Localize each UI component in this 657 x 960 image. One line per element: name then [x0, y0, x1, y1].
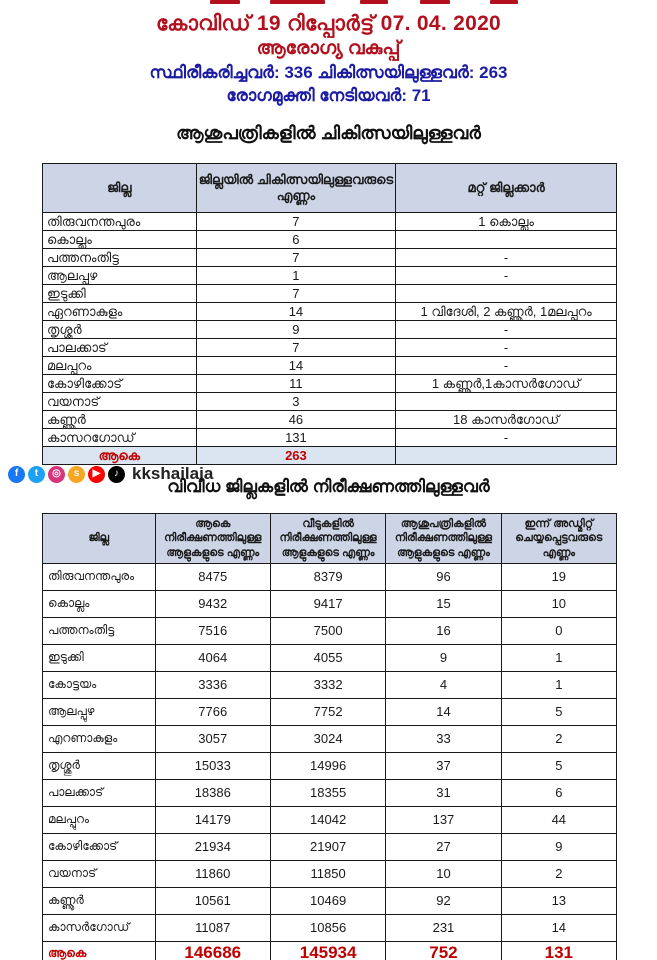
hospital-table-header — [43, 164, 617, 213]
value-cell: 8379 — [270, 563, 385, 590]
value-cell: 11850 — [270, 860, 385, 887]
table-row — [43, 213, 617, 231]
value-cell: 3332 — [270, 671, 385, 698]
table-row — [43, 339, 617, 357]
tiktok-icon[interactable]: ♪ — [108, 466, 125, 483]
table-row — [43, 779, 617, 806]
value-cell: 21907 — [270, 833, 385, 860]
district-cell: ഏറണാകുളം — [43, 303, 197, 321]
table-row — [43, 411, 617, 429]
value-cell: 14179 — [155, 806, 270, 833]
value-cell: 0 — [501, 617, 616, 644]
district-cell: പത്തനംതിട്ട — [43, 617, 156, 644]
value-cell: 1 വിദേശി, 2 കണ്ണൂർ, 1മലപ്പുറം — [396, 303, 617, 321]
district-cell: കൊല്ലം — [43, 590, 156, 617]
table-row — [43, 563, 617, 590]
twitter-icon[interactable]: t — [28, 466, 45, 483]
district-cell: ആലപ്പുഴ — [43, 267, 197, 285]
district-cell: കൊല്ലം — [43, 231, 197, 249]
value-cell: 3336 — [155, 671, 270, 698]
report-title: കോവിഡ് 19 റിപ്പോർട്ട് 07. 04. 2020 — [155, 12, 502, 35]
value-cell: 8475 — [155, 563, 270, 590]
facebook-icon[interactable]: f — [8, 466, 25, 483]
value-cell: - — [396, 249, 617, 267]
value-cell: 4055 — [270, 644, 385, 671]
value-cell: - — [396, 429, 617, 447]
value-cell: 7766 — [155, 698, 270, 725]
value-cell: 9 — [196, 321, 396, 339]
value-cell: 1 — [501, 644, 616, 671]
header-row — [43, 164, 617, 213]
table-row — [43, 806, 617, 833]
total-value-cell: 752 — [386, 941, 501, 960]
table-row — [43, 590, 617, 617]
value-cell: 9 — [501, 833, 616, 860]
value-cell: - — [396, 357, 617, 375]
value-cell: 2 — [501, 725, 616, 752]
value-cell: 15 — [386, 590, 501, 617]
instagram-icon[interactable]: ◎ — [48, 466, 65, 483]
observation-table — [42, 513, 617, 960]
district-cell: മലപ്പുറം — [43, 806, 156, 833]
value-cell: 11 — [196, 375, 396, 393]
district-cell: കണ്ണൂർ — [43, 411, 197, 429]
value-cell: 7 — [196, 339, 396, 357]
value-cell: 3024 — [270, 725, 385, 752]
total-value-cell: 146686 — [155, 941, 270, 960]
cropped-text-fragment — [360, 0, 388, 4]
table-row — [43, 914, 617, 941]
value-cell: 5 — [501, 698, 616, 725]
value-cell: 4 — [386, 671, 501, 698]
social-handle: kkshailaja — [132, 464, 214, 483]
value-cell: 21934 — [155, 833, 270, 860]
table-row — [43, 357, 617, 375]
table-row — [43, 267, 617, 285]
value-cell: - — [396, 321, 617, 339]
value-cell: 4064 — [155, 644, 270, 671]
total-value-cell — [396, 447, 617, 465]
value-cell: 31 — [386, 779, 501, 806]
total-row — [43, 447, 617, 465]
column-header: ജില്ല — [43, 164, 197, 213]
value-cell: 14 — [501, 914, 616, 941]
value-cell: 14042 — [270, 806, 385, 833]
table-row — [43, 698, 617, 725]
value-cell: 10 — [501, 590, 616, 617]
value-cell: 14996 — [270, 752, 385, 779]
district-cell: തിരുവനന്തപുരം — [43, 213, 197, 231]
table-row — [43, 231, 617, 249]
value-cell: 131 — [196, 429, 396, 447]
district-cell: വയനാട് — [43, 860, 156, 887]
district-cell: ഇടുക്കി — [43, 285, 197, 303]
value-cell: 2 — [501, 860, 616, 887]
cropped-text-fragment — [210, 0, 240, 4]
column-header: ഇന്ന് അഡ്മിറ്റ് ചെയ്യപ്പെട്ടവരുടെ എണ്ണം — [501, 514, 616, 564]
table-row — [43, 321, 617, 339]
value-cell: 27 — [386, 833, 501, 860]
value-cell: 3057 — [155, 725, 270, 752]
table-row — [43, 303, 617, 321]
hospital-treatment-section-title: ആശുപത്രികളിൽ ചികിത്സയിലുള്ളവർ — [176, 123, 481, 143]
column-header: ആകെ നിരീക്ഷണത്തിലുള്ള ആളുകളുടെ എണ്ണം — [155, 514, 270, 564]
value-cell: 1 — [196, 267, 396, 285]
value-cell: 33 — [386, 725, 501, 752]
value-cell: 96 — [386, 563, 501, 590]
recovered-stats: രോഗമുക്തി നേടിയവർ: 71 — [226, 86, 431, 105]
value-cell: 7 — [196, 285, 396, 303]
value-cell: 231 — [386, 914, 501, 941]
district-cell: തൃശ്ശൂർ — [43, 752, 156, 779]
total-label-cell: ആകെ — [43, 447, 197, 465]
value-cell: 6 — [196, 231, 396, 249]
table-row — [43, 887, 617, 914]
value-cell: 10469 — [270, 887, 385, 914]
value-cell: 14 — [196, 303, 396, 321]
value-cell: 19 — [501, 563, 616, 590]
hospital-treatment-table — [42, 163, 617, 465]
column-header: ജില്ലയിൽ ചികിത്സയിലുള്ളവരുടെ എണ്ണം — [196, 164, 396, 213]
snapchat-icon[interactable]: s — [68, 466, 85, 483]
district-cell: മലപ്പുറം — [43, 357, 197, 375]
youtube-icon[interactable]: ▶ — [88, 466, 105, 483]
table-row — [43, 833, 617, 860]
table-row — [43, 249, 617, 267]
value-cell: 3 — [196, 393, 396, 411]
value-cell: 6 — [501, 779, 616, 806]
value-cell: 10 — [386, 860, 501, 887]
table-row — [43, 429, 617, 447]
total-value-cell: 131 — [501, 941, 616, 960]
value-cell: 9417 — [270, 590, 385, 617]
value-cell: 44 — [501, 806, 616, 833]
table-row — [43, 644, 617, 671]
value-cell: 14 — [196, 357, 396, 375]
district-cell: പാലക്കാട് — [43, 779, 156, 806]
value-cell: - — [396, 339, 617, 357]
district-cell: കോഴിക്കോട് — [43, 375, 197, 393]
value-cell: 10561 — [155, 887, 270, 914]
value-cell: 46 — [196, 411, 396, 429]
district-cell: പാലക്കാട് — [43, 339, 197, 357]
cropped-text-fragment — [270, 0, 325, 4]
value-cell: 7 — [196, 213, 396, 231]
value-cell: 37 — [386, 752, 501, 779]
district-cell: വയനാട് — [43, 393, 197, 411]
value-cell: 18386 — [155, 779, 270, 806]
value-cell: 11860 — [155, 860, 270, 887]
table-row — [43, 671, 617, 698]
column-header: ജില്ല — [43, 514, 156, 564]
observation-table-header — [43, 514, 617, 564]
value-cell: 1 — [501, 671, 616, 698]
table-row — [43, 860, 617, 887]
district-cell: തൃശ്ശൂർ — [43, 321, 197, 339]
value-cell: 10856 — [270, 914, 385, 941]
header-row — [43, 514, 617, 564]
value-cell: 7 — [196, 249, 396, 267]
value-cell: 7500 — [270, 617, 385, 644]
district-cell: എറണാകുളം — [43, 725, 156, 752]
department-title: ആരോഗ്യ വകുപ്പ് — [256, 38, 401, 59]
table-row — [43, 375, 617, 393]
district-cell: തിരുവനന്തപുരം — [43, 563, 156, 590]
district-cell: കോട്ടയം — [43, 671, 156, 698]
value-cell: 18355 — [270, 779, 385, 806]
value-cell: 7516 — [155, 617, 270, 644]
column-header: ആശുപത്രികളിൽ നിരീക്ഷണത്തിലുള്ള ആളുകളുടെ എണ്ണം — [386, 514, 501, 564]
value-cell: 13 — [501, 887, 616, 914]
table-row — [43, 285, 617, 303]
table-row — [43, 617, 617, 644]
value-cell: 9 — [386, 644, 501, 671]
total-row — [43, 941, 617, 960]
table-row — [43, 393, 617, 411]
value-cell: 7752 — [270, 698, 385, 725]
table-row — [43, 725, 617, 752]
district-cell: കണ്ണൂർ — [43, 887, 156, 914]
confirmed-treatment-stats: സ്ഥിരീകരിച്ചവർ: 336 ചികിത്സയിലുള്ളവർ: 263 — [149, 63, 508, 82]
value-cell: 5 — [501, 752, 616, 779]
value-cell: 9432 — [155, 590, 270, 617]
column-header: വീടുകളിൽ നിരീക്ഷണത്തിലുള്ള ആളുകളുടെ എണ്ണം — [270, 514, 385, 564]
value-cell: 1 കൊല്ലം — [396, 213, 617, 231]
cropped-text-fragment — [490, 0, 518, 4]
observation-section-title: വിവിധ ജില്ലകളിൽ നിരീക്ഷണത്തിലുള്ളവർ — [167, 477, 490, 496]
district-cell: കോഴിക്കോട് — [43, 833, 156, 860]
column-header: മറ്റ് ജില്ലക്കാർ — [396, 164, 617, 213]
table-row — [43, 752, 617, 779]
cropped-text-fragment — [420, 0, 450, 4]
value-cell: 137 — [386, 806, 501, 833]
district-cell: ഇടുക്കി — [43, 644, 156, 671]
value-cell: 15033 — [155, 752, 270, 779]
value-cell: 92 — [386, 887, 501, 914]
value-cell: 16 — [386, 617, 501, 644]
district-cell: പത്തനംതിട്ട — [43, 249, 197, 267]
total-value-cell: 145934 — [270, 941, 385, 960]
value-cell: 1 കണ്ണൂർ,1കാസർഗോഡ് — [396, 375, 617, 393]
total-value-cell: 263 — [196, 447, 396, 465]
value-cell: - — [396, 267, 617, 285]
total-label-cell: ആകെ — [43, 941, 156, 960]
value-cell: 14 — [386, 698, 501, 725]
value-cell: 18 കാസർഗോഡ് — [396, 411, 617, 429]
district-cell: ആലപ്പുഴ — [43, 698, 156, 725]
value-cell: 11087 — [155, 914, 270, 941]
value-cell — [396, 285, 617, 303]
district-cell: കാസറഗോഡ് — [43, 429, 197, 447]
district-cell: കാസർഗോഡ് — [43, 914, 156, 941]
value-cell — [396, 231, 617, 249]
value-cell — [396, 393, 617, 411]
